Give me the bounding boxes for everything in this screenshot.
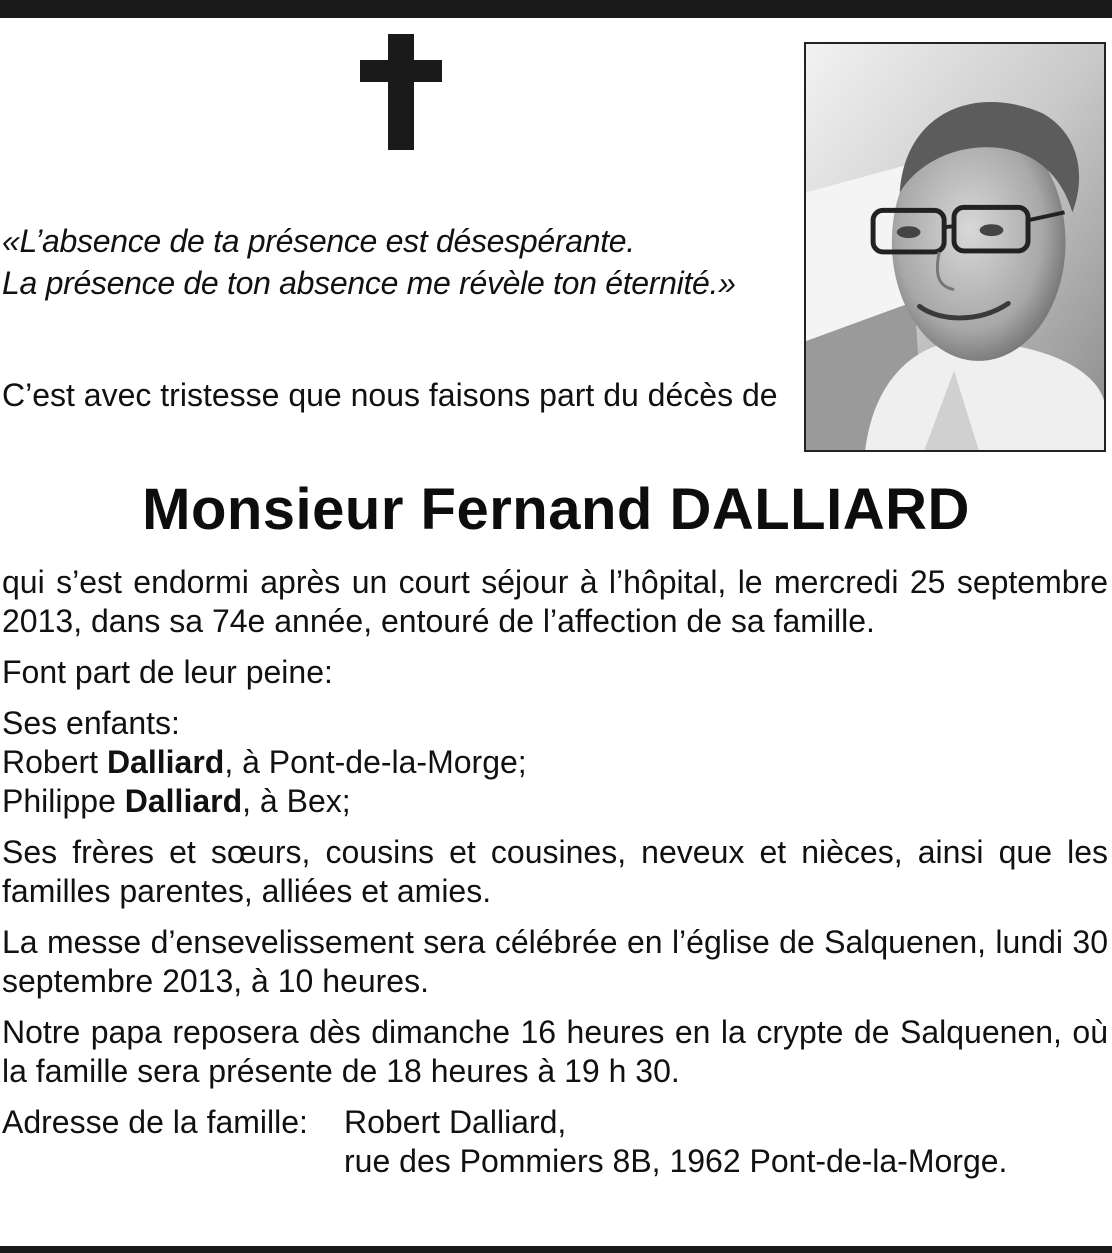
children-block <box>2 704 1108 821</box>
child-1-first: Robert <box>2 744 107 780</box>
bottom-rule <box>0 1246 1112 1253</box>
deceased-name: Monsieur Fernand DALLIARD <box>142 477 970 542</box>
family-address <box>2 1103 1108 1181</box>
children-heading: Ses enfants: <box>2 705 180 741</box>
child-2-last: Dalliard <box>124 783 243 819</box>
child-1 <box>2 743 1108 782</box>
epitaph-quote <box>2 220 792 304</box>
child-2 <box>2 782 1108 821</box>
siblings-paragraph: Ses frères et sœurs, cousins et cousines, neveux et nièces, ainsi que les familles parentes, alliées et amies. <box>2 834 1108 909</box>
child-1-place: , à Pont-de-la-Morge; <box>224 744 527 780</box>
wake-paragraph: Notre papa reposera dès dimanche 16 heures en la crypte de Salquenen, où la famille sera présente de 18 heures à 19 h 30. <box>2 1014 1108 1089</box>
address-label: Adresse de la famille: <box>2 1104 308 1140</box>
child-1-last: Dalliard <box>106 744 225 780</box>
death-paragraph: qui s’est endormi après un court séjour à l’hôpital, le mercredi 25 septembre 2013, dans sa 74e année, entouré de l’affection de sa famille. <box>2 564 1108 639</box>
intro-text: C’est avec tristesse que nous faisons part du décès de <box>2 377 778 413</box>
child-2-place: , à Bex; <box>242 783 351 819</box>
address-line-2: rue des Pommiers 8B, 1962 Pont-de-la-Morge. <box>344 1143 1008 1179</box>
cross-icon <box>360 34 442 150</box>
top-rule <box>0 0 1112 18</box>
portrait-photo <box>804 42 1106 452</box>
child-2-first: Philippe <box>2 783 125 819</box>
quote-line-2: La présence de ton absence me révèle ton éternité.» <box>2 265 736 301</box>
notice-body <box>2 563 1108 1181</box>
quote-line-1: «L’absence de ta présence est désespérante. <box>2 223 635 259</box>
font-part-line: Font part de leur peine: <box>2 654 333 690</box>
address-line-1: Robert Dalliard, <box>344 1104 567 1140</box>
mass-paragraph: La messe d’ensevelissement sera célébrée en l’église de Salquenen, lundi 30 septembre 2013, à 10 heures. <box>2 924 1108 999</box>
